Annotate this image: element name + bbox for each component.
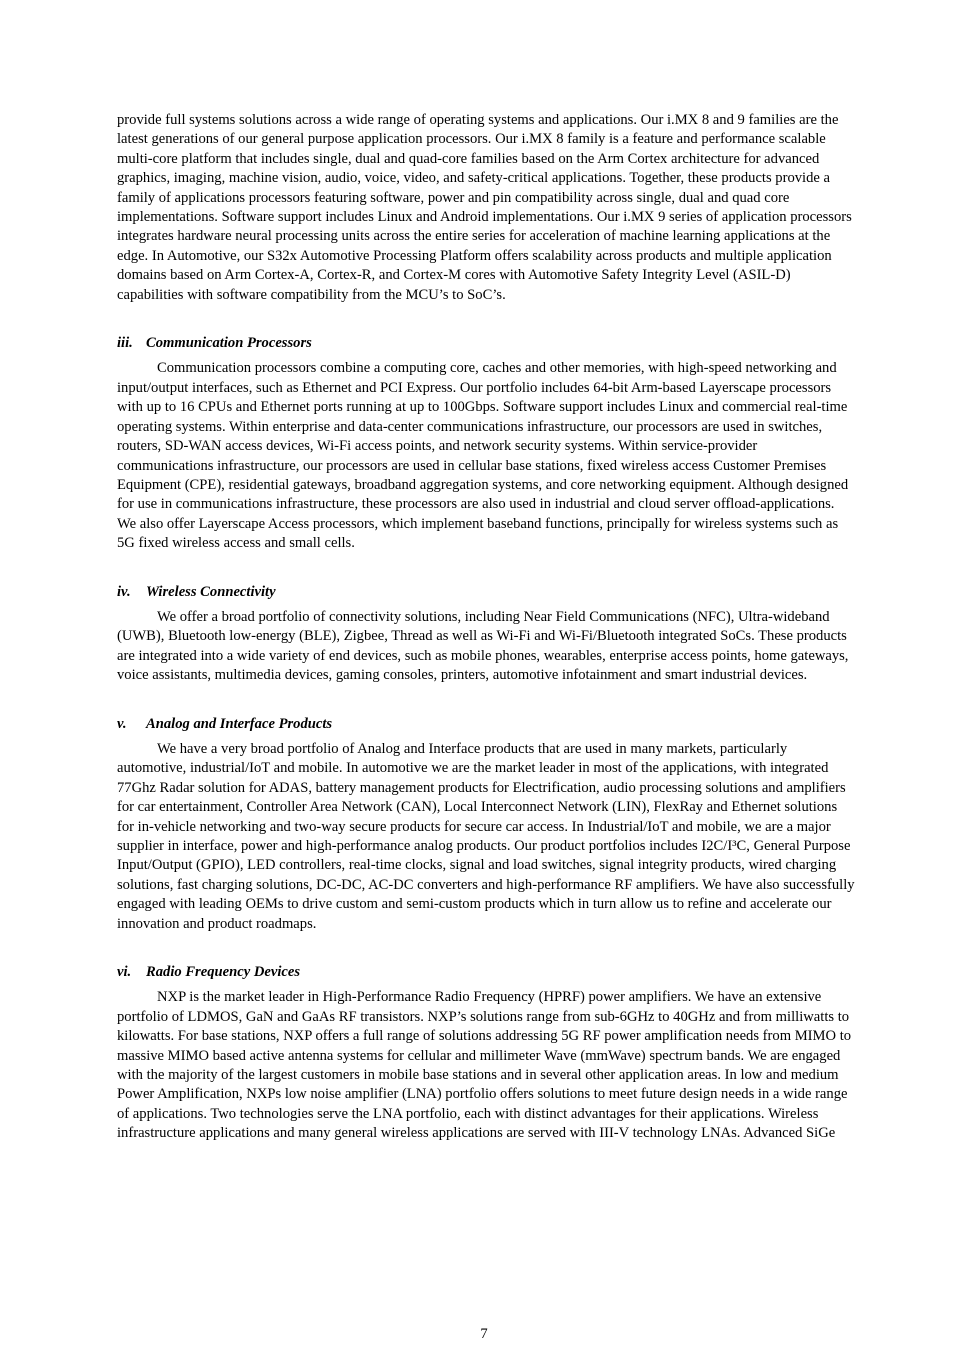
section-title: Communication Processors bbox=[146, 335, 312, 352]
section-heading-wireless-connectivity bbox=[117, 583, 855, 602]
section-number: vi. bbox=[117, 964, 132, 981]
section-number: v. bbox=[117, 715, 127, 732]
section-body-wireless-connectivity: We offer a broad portfolio of connectivity solutions, including Near Field Communications (NFC), Ultra-wideband (UWB), Bluetooth low-energy (BLE), Zigbee, Thread as well as Wi-Fi and Wi-Fi/Bluetooth integrated SoCs. These products are integrated into a wide variety of end devices, such as mobile phones, wearables, enterprise access points, home gateways, voice assistants, multimedia devices, gaming consoles, printers, automotive infotainment and smart industrial devices. bbox=[117, 608, 849, 684]
page-number: 7 bbox=[480, 1326, 488, 1342]
section-title: Analog and Interface Products bbox=[146, 715, 333, 732]
section-body-communication-processors: Communication processors combine a computing core, caches and other memories, with high-speed networking and input/output interfaces, such as Ethernet and PCI Express. Our portfolio includes 64-bit Arm-based Layerscape processors with up to 16 CPUs and Ethernet ports running at up to 100Gbps. Software support includes Linux and commercial real-time operating systems. Within enterprise and data-center communications infrastructure, our processors are used in switches, routers, SD-WAN access devices, Wi-Fi access points, and network security systems. Within service-provider communications infrastructure, our processors are used in cellular base stations, fixed wireless access Customer Premises Equipment (CPE), residential gateways, broadband aggregation systems, and core networking equipment. Although designed for use in communications infrastructure, these processors are also used in industrial and cloud server offload-applications. We also offer Layerscape Access processors, which implement baseband functions, principally for wireless systems such as 5G fixed wireless access and small cells. bbox=[117, 360, 849, 552]
section-body-analog-interface: We have a very broad portfolio of Analog and Interface products that are used in many markets, particularly automotive, industrial/IoT and mobile. In automotive we are the market leader in most of the applications, with integrated 77Ghz Radar solution for ADAS, battery management products for Electrification, audio processing solutions and amplifiers for car entertainment, Controller Area Network (CAN), Local Interconnect Network (LIN), FlexRay and Ethernet solutions for in-vehicle networking and two-way secure products for secure car access. In Industrial/IoT and mobile, we are a major supplier in interface, power and high-performance analog products. Our product portfolios includes I2C/I³C, General Purpose Input/Output (GPIO), LED controllers, real-time clocks, signal and load switches, signal integrity products, wired charging solutions, fast charging solutions, DC-DC, AC-DC converters and high-performance RF amplifiers. We have also successfully engaged with leading OEMs to drive custom and semi-custom products which in turn allow us to refine and accelerate our innovation and product roadmaps. bbox=[117, 740, 855, 932]
section-heading-communication-processors bbox=[117, 334, 855, 353]
section-heading-radio-frequency bbox=[117, 963, 855, 982]
section-title: Radio Frequency Devices bbox=[146, 964, 301, 981]
section-number: iv. bbox=[117, 583, 131, 600]
document-page bbox=[117, 111, 855, 1144]
intro-paragraph: provide full systems solutions across a wide range of operating systems and applications. Our i.MX 8 and 9 families are the latest generations of our general purpose application processors. Our i.MX 8 family is a feature and performance scalable multi-core platform that includes single, dual and quad-core families based on the Arm Cortex architecture for advanced graphics, imaging, machine vision, audio, voice, video, and safety-critical applications. Together, these products provide a family of applications processors featuring software, power and pin compatibility across single, dual and quad core implementations. Software support includes Linux and Android implementations. Our i.MX 9 series of application processors integrates hardware neural processing units across the entire series for acceleration of machine learning applications at the edge. In Automotive, our S32x Automotive Processing Platform offers scalability across products and multiple application domains based on Arm Cortex-A, Cortex-R, and Cortex-M cores with Automotive Safety Integrity Level (ASIL-D) capabilities with software compatibility from the MCU’s to SoC’s. bbox=[117, 112, 852, 303]
section-number: iii. bbox=[117, 335, 133, 352]
section-body-radio-frequency: NXP is the market leader in High-Performance Radio Frequency (HPRF) power amplifiers. We have an extensive portfolio of LDMOS, GaN and GaAs RF transistors. NXP’s solutions range from sub-6GHz to 40GHz and from milliwatts to kilowatts. For base stations, NXP offers a full range of solutions addressing 5G RF power amplification needs from MIMO to massive MIMO based active antenna systems for cellular and millimeter Wave (mmWave) spectrum bands. We are engaged with the majority of the largest customers in mobile base stations and in several other application areas. In low and medium Power Amplification, NXPs low noise amplifier (LNA) portfolio offers solutions to meet future design needs in a wide range of applications. Two technologies serve the LNA portfolio, each with distinct advantages for their applications. Wireless infrastructure applications and many general wireless applications are served with III-V technology LNAs. Advanced SiGe bbox=[117, 989, 852, 1142]
section-title: Wireless Connectivity bbox=[146, 583, 276, 600]
section-heading-analog-interface bbox=[117, 715, 855, 734]
